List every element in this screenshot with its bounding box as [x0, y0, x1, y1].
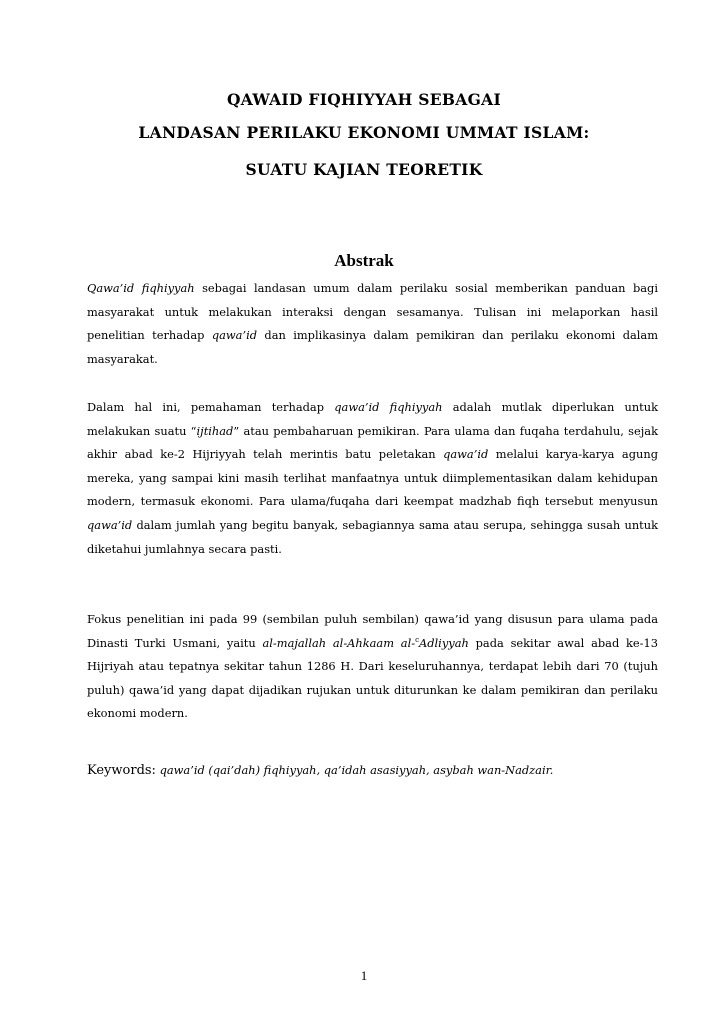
- title-line-2: LANDASAN PERILAKU EKONOMI UMMAT ISLAM:: [138, 123, 590, 142]
- term-italic: ijtihad: [196, 423, 234, 438]
- term-italic: qawa’id: [87, 517, 133, 532]
- term-italic: Qawa’id fiqhiyyah: [87, 281, 195, 295]
- term-italic: Adliyyah: [419, 635, 469, 650]
- paragraph-text: Fokus penelitian ini pada 99 (sembilan puluh sembilan) qawa’id yang disusun para ulama pada Dinasti Turki Usmani, yaitu: [87, 612, 658, 650]
- abstract-paragraph-2: [87, 396, 658, 561]
- title-line-1: QAWAID FIQHIYYAH SEBAGAI: [227, 90, 501, 109]
- title-line-3: SUATU KAJIAN TEORETIK: [245, 160, 483, 179]
- paragraph-text: Dalam hal ini, pemahaman terhadap: [87, 400, 335, 414]
- abstract-paragraph-3: [87, 608, 658, 726]
- paragraph-text: adalah mutlak diperlukan untuk melakukan suatu “: [87, 400, 658, 438]
- paragraph-text: melalui karya-karya agung mereka, yang sampai kini masih terlihat manfaatnya untuk diimplementasikan dalam kehidupan modern, termasuk ekonomi. Para ulama/fuqaha dari keempat madzhab fiqh tersebut menyusun: [87, 447, 658, 509]
- abstract-paragraph-1: [87, 277, 658, 371]
- paragraph-text: sebagai landasan umum dalam perilaku sosial memberikan panduan bagi masyarakat untuk melakukan interaksi dengan sesamanya. Tulisan ini melaporkan hasil penelitian terhadap: [87, 281, 658, 343]
- keywords-text: qawa’id (qai’dah) fiqhiyyah, qa’idah asasiyyah, asybah wan-Nadzair.: [155, 763, 554, 777]
- term-italic: al-majallah al-Ahkaam al-: [262, 635, 416, 650]
- term-italic: qawa’id: [443, 447, 489, 462]
- paragraph-text: ” atau pembaharuan pemikiran. Para ulama dan fuqaha terdahulu, sejak akhir abad ke-2 Hijriyyah telah merintis batu peletakan: [87, 423, 658, 462]
- abstract-heading: Abstrak: [334, 251, 394, 270]
- page-number: 1: [360, 968, 368, 983]
- term-italic: qawa’id fiqhiyyah: [334, 400, 443, 414]
- keywords-line: [87, 759, 687, 782]
- superscript-letter: c: [415, 635, 420, 644]
- keywords-label: Keywords:: [87, 763, 156, 778]
- paragraph-text: dalam jumlah yang begitu banyak, sebagiannya sama atau serupa, sehingga susah untuk diketahui jumlahnya secara pasti.: [87, 517, 658, 556]
- paragraph-text: pada sekitar awal abad ke-13 Hijriyah atau tepatnya sekitar tahun 1286 H. Dari keseluruhannya, terdapat lebih dari 70 (tujuh puluh) qawa’id yang dapat dijadikan rujukan untuk diturunkan ke dalam pemikiran dan perilaku ekonomi modern.: [87, 635, 659, 721]
- term-italic: qawa’id: [211, 328, 258, 343]
- paragraph-text: dan implikasinya dalam pemikiran dan perilaku ekonomi dalam masyarakat.: [87, 328, 659, 366]
